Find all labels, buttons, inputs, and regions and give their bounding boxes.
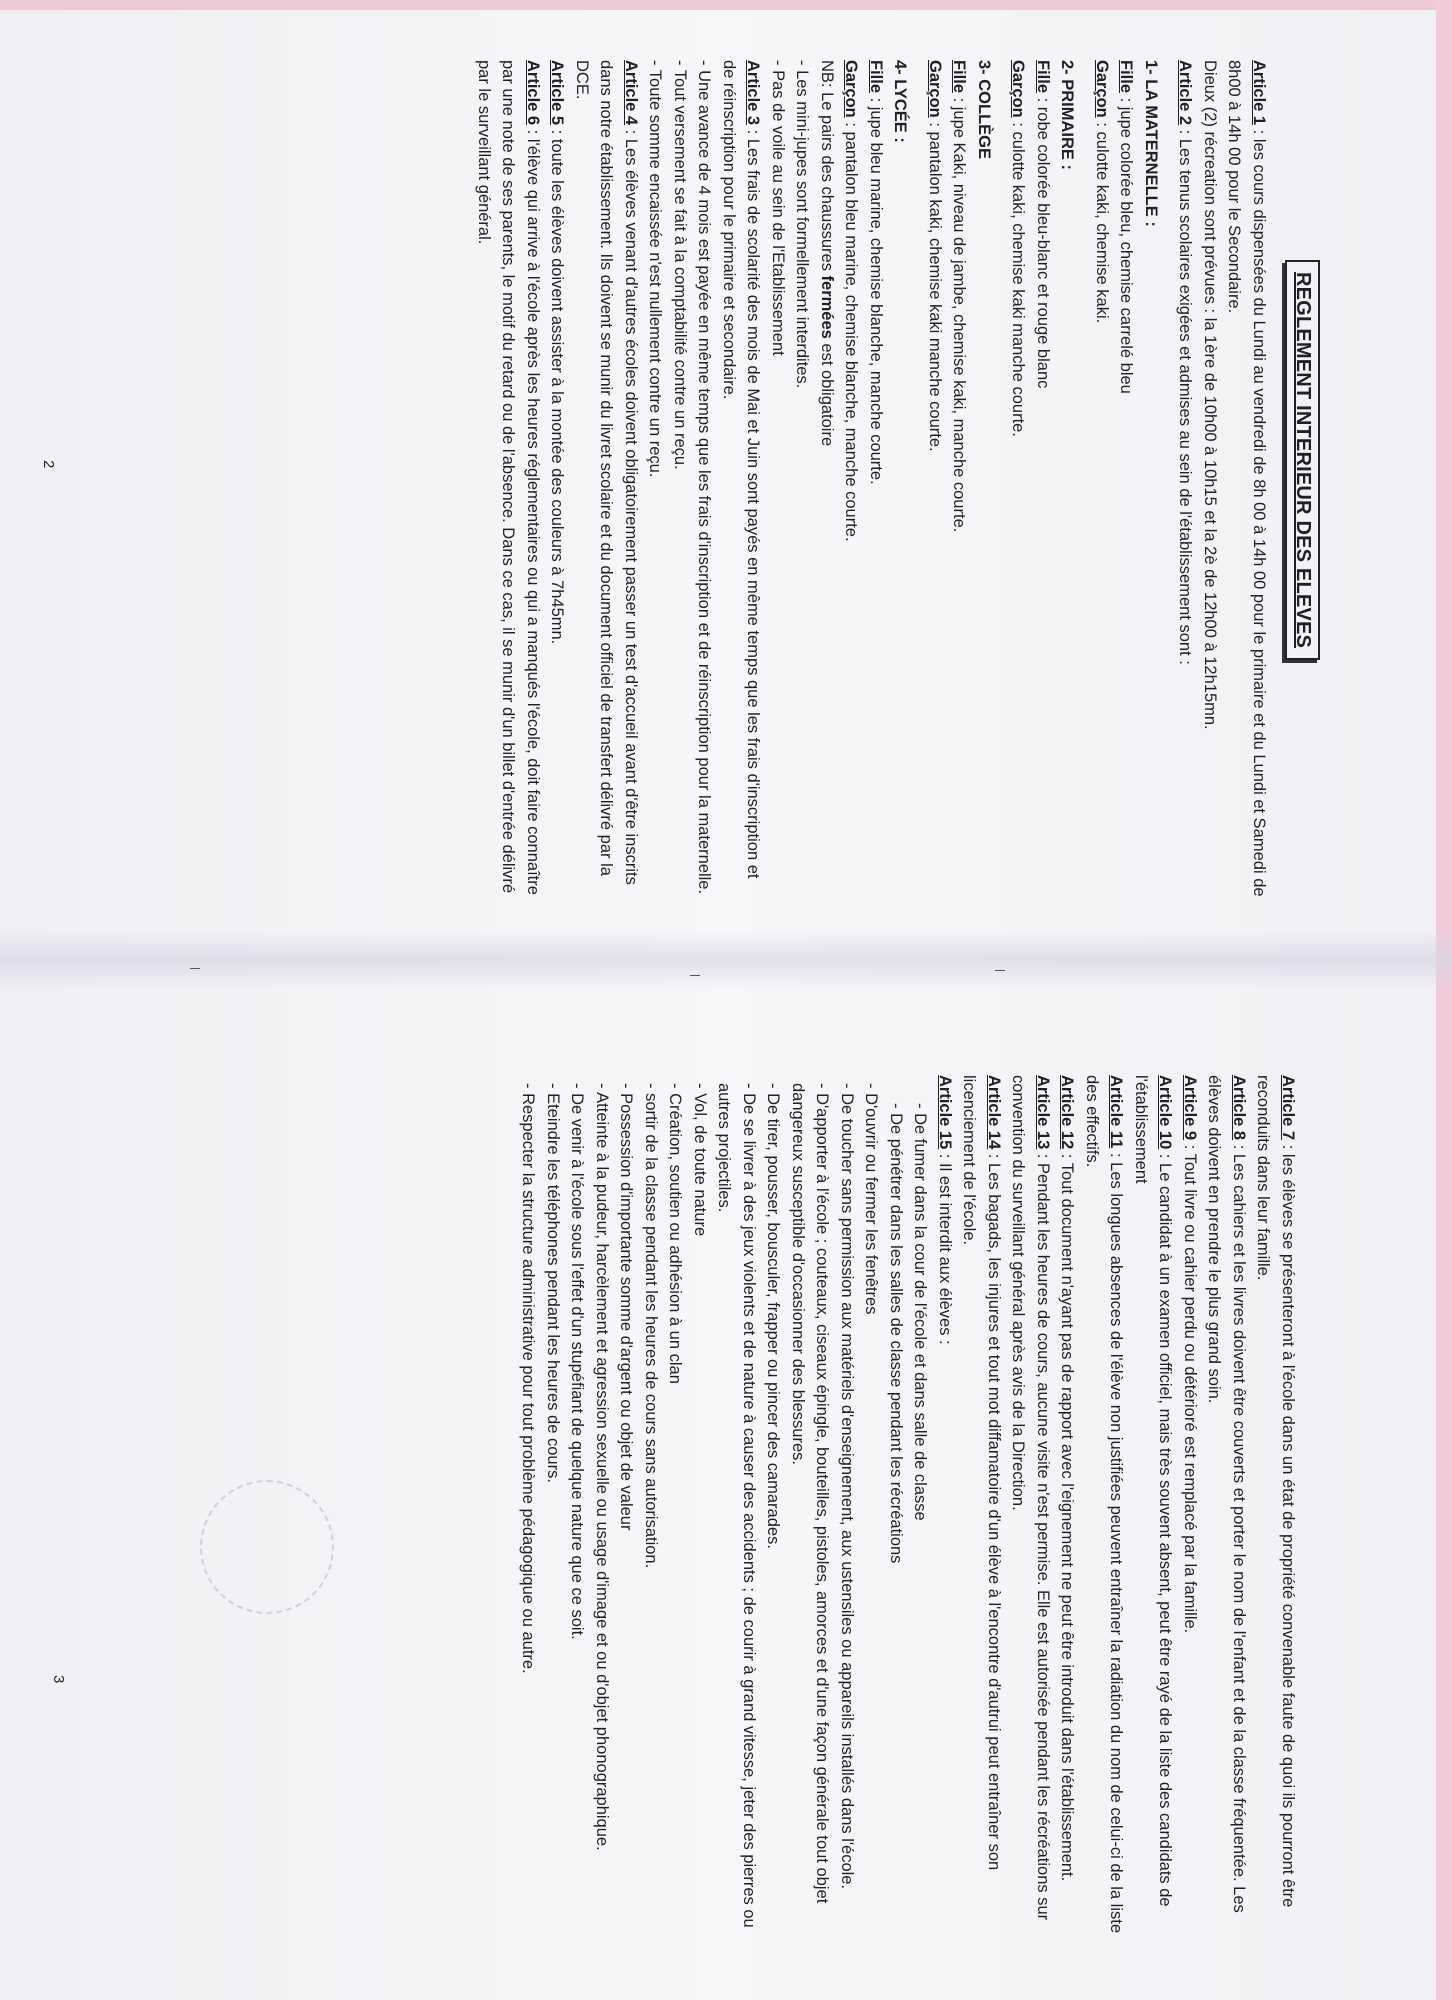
document-title: REGLEMENT INTERIEUR DES ELEVES	[1285, 260, 1320, 660]
article-15-item: - De toucher sans permission aux matériels d'enseignement, aux ustensiles ou appareils installés dans l'école.	[838, 1083, 856, 1890]
section-lycee: 4- LYCÉE :	[891, 60, 910, 143]
article-15-item: - De fumer dans la cour de l'école et dans salle de classe	[911, 1103, 930, 1521]
faded-stamp	[200, 1480, 334, 1614]
article-2: Article 2 : Les tenus scolaires exigées et admises au sein de l'établissement sont :	[1176, 60, 1195, 665]
article-15-item: - De tirer, pousser, bousculer, frapper ou pincer des camarades.	[764, 1083, 783, 1549]
article-15-item: - D'apporter à l'école ; couteaux, ciseaux épingle, bouteilles, pistoles, amorces et d'une façon générale tout objet dangereux susceptible d'occasionner des blessures.	[789, 1083, 832, 1904]
maternelle-garcon: Garçon : culotte kaki, chemise kaki.	[1093, 60, 1111, 324]
article-11: Article 11 : Les longues absences de l'élève non justifiées peuvent entraîner la radiation du nom de celui-ci de la liste des effectifs.	[1083, 1075, 1126, 1934]
article-13: Article 13 : Pendant les heures de cours, aucune visite n'est permise. Elle est autorisée pendant les récréations sur convention du surveillant général après avis de la Direction.	[1009, 1075, 1052, 1921]
article-15-item: - De venir à l'école sous l'effet d'un stupéfiant de quelque nature que ce soit.	[568, 1083, 587, 1640]
fold-mark	[690, 975, 700, 976]
lycee-rule-2: - Pas de voile au sein de l'Etablissement	[769, 60, 787, 356]
article-9: Article 9 : Tout livre ou cahier perdu ou détérioré est remplacé par la famille.	[1181, 1075, 1199, 1634]
primaire-garcon: Garçon : culotte kaki, chemise kaki manche courte.	[1009, 60, 1028, 437]
page-2	[40, 60, 1320, 900]
article-14: Article 14 : Les bagads, les injures et tout mot diffamatoire d'un élève à l'encontre d'autrui peut entraîner son licenciement de l'école.	[960, 1075, 1003, 1871]
article-3-item-2: - Tout versement se fait à la comptabilité contre un reçu.	[671, 60, 689, 470]
article-15-item: - sortir de la classe pendant les heures de cours sans autorisation.	[642, 1083, 660, 1569]
article-15-item: - De se livrer à des jeux violents et de nature à causer des accidents ; de courir à grand vitesse, jeter des pierres ou autres projectiles.	[715, 1083, 758, 1928]
maternelle-fille: Fille : jupe colorée bleu, chemise carrelé bleu	[1117, 60, 1136, 394]
recreation-note: Dieux (2) récreation sont prévues : la 1ère de 10h00 à 10h15 et la 2è de 12h00 à 12h15mn.	[1201, 60, 1219, 730]
article-7: Article 7 : les élèves se présenteront à l'école dans un état de propriété convenable faute de quoi ils pourront être reconduits dans leur famille.	[1254, 1075, 1297, 1908]
article-3-item-3: - Toute somme encaissée n'est nullement contre un reçu.	[646, 60, 665, 478]
article-15-item: - Eteindre les téléphones pendant les heures de cours.	[544, 1083, 562, 1483]
article-15-item: - Vol, de toute nature	[691, 1083, 709, 1237]
article-15: Article 15 : Il est interdit aux élèves :	[936, 1075, 954, 1345]
article-15-item: - Création, soutien ou adhésion à un clan	[666, 1083, 685, 1384]
article-5: Article 5 : toute les élèves doivent assister à la montée des couleurs à 7h45mn.	[548, 60, 567, 645]
college-fille: Fille : jupe Kaki, niveau de jambe, chemise kaki, manche courte.	[950, 60, 969, 533]
article-15-item: - D'ouvrir ou fermer les fenêtres	[862, 1083, 881, 1315]
page-number-2: 2	[40, 460, 57, 469]
article-15-item: - De pénétrer dans les salles de classe pendant les récréations	[887, 1103, 905, 1564]
page-number-3: 3	[50, 1675, 67, 1684]
page-fold	[0, 930, 1452, 990]
lycee-garcon: Garçon : pantalon bleu marine, chemise blanche, manche courte.	[842, 60, 861, 542]
lycee-rule-1: - Les mini-jupes sont formellement interdites.	[793, 60, 812, 389]
article-4: Article 4 : Les élèves venant d'autres écoles doivent obligatoirement passer un test d'accueil avant d'être inscrits dans notre établissement. Ils doivent se munir du livret scolaire et du document officiel de transfert délivré par la DCE.	[573, 60, 640, 885]
paper-edge-top	[0, 0, 1452, 10]
fold-mark	[995, 970, 1005, 971]
college-garcon: Garçon : pantalon kaki, chemise kaki manche courte.	[926, 60, 944, 452]
article-3: Article 3 : Les frais de scolarité des mois de Mai et Juin sont payés en même temps que les frais d'inscription et de réinscription pour le primaire et secondaire.	[720, 60, 763, 879]
article-15-item: - Respecter la structure administrative pour tout problème pédagogique ou autre.	[519, 1083, 538, 1674]
lycee-nb: NB: Le pairs des chaussures fermées est obligatoire	[818, 60, 836, 447]
section-primaire: 2- PRIMAIRE :	[1058, 60, 1077, 171]
lycee-fille: Fille : jupe bleu marine, chemise blanche, manche courte.	[867, 60, 885, 485]
article-3-item-1: - Une avance de 4 mois est payée en même temps que les frais d'inscription et de réinscription pour la maternelle.	[695, 60, 714, 895]
section-college: 3- COLLÈGE	[975, 60, 993, 160]
section-maternelle: 1- LA MATERNELLE :	[1142, 60, 1160, 227]
article-6: Article 6 : l'élève qui arrive à l'école après les heures réglementaires ou qui a manqués l'école, doit faire connaître par une note de ses parents, le motif du retard ou de l'absence. Dans ce cas, il se munir d'un billet d'entrée délivré par le surveillant général.	[475, 60, 542, 895]
article-15-item: - Atteinte à la pudeur, harcèlement et agression sexuelle ou usage d'image et ou d'objet phonographique.	[593, 1083, 611, 1851]
article-12: Article 12 : Tout document n'ayant pas de rapport avec l'eignement ne peut être introduit dans l'établissement.	[1058, 1075, 1077, 1882]
article-1: Article 1 : les cours dispensées du Lundi au vendredi de 8h 00 à 14h 00 pour le primaire et du Lundi et Samedi de 8h00 à 14h 00 pour le Secondaire.	[1225, 60, 1268, 897]
fold-mark	[190, 968, 200, 969]
article-15-item: - Possession d'importante somme d'argent ou objet de valeur	[617, 1083, 636, 1531]
article-10: Article 10 : Le candidat à un examen officiel, mais très souvent absent, peut être rayé de la liste des candidats de l'établissement	[1132, 1075, 1175, 1907]
paper-edge-right	[1436, 0, 1452, 2000]
primaire-fille: Fille : robe colorée bleu-blanc et rouge blanc	[1034, 60, 1052, 389]
article-8: Article 8 : Les cahiers et les livres doivent être couverts et porter le nom de l'enfant et de la classe fréquentée. Les élèves doivent en prendre le plus grand soin.	[1205, 1075, 1248, 1913]
